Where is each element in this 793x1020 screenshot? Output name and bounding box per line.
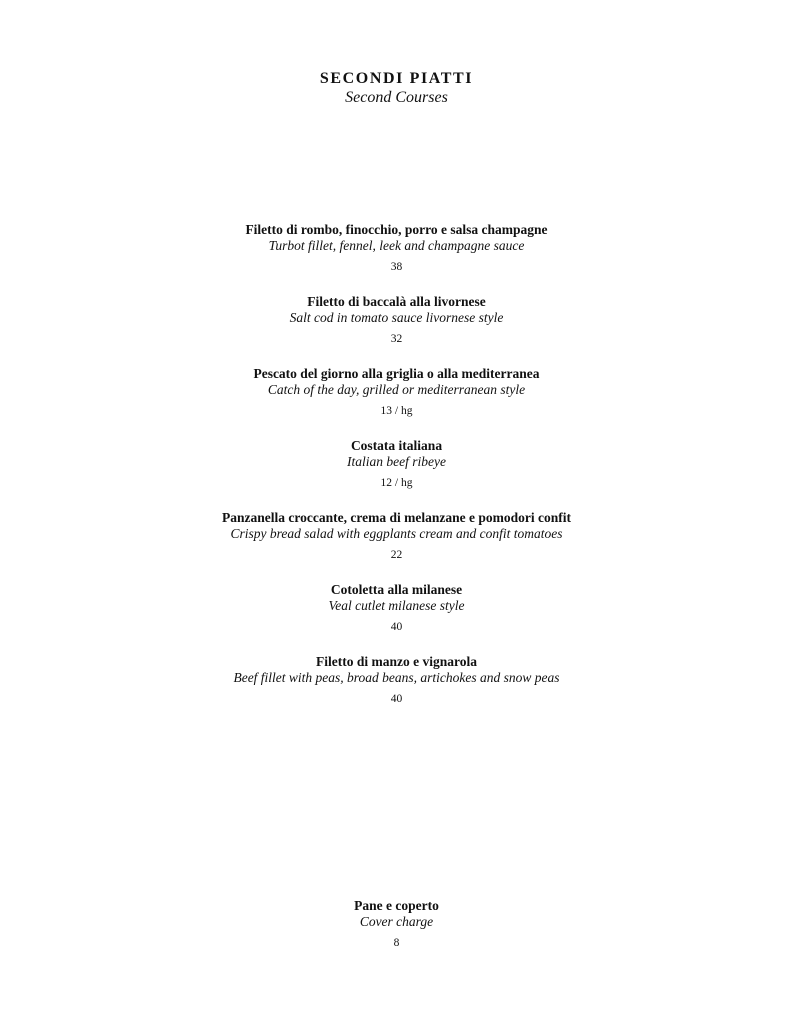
item-price: 22 [390, 549, 403, 561]
item-description: Turbot fillet, fennel, leek and champagne sauce [268, 238, 525, 253]
item-description: Italian beef ribeye [347, 454, 446, 469]
cover-description: Cover charge [359, 914, 434, 929]
item-name: Panzanella croccante, crema di melanzane e pomodori confit [222, 510, 571, 525]
menu-list [0, 220, 793, 724]
item-price: 12 / hg [380, 477, 413, 489]
menu-item [0, 580, 793, 652]
item-description: Beef fillet with peas, broad beans, artichokes and snow peas [233, 670, 560, 685]
item-price: 38 [390, 261, 403, 273]
item-price: 32 [390, 333, 403, 345]
item-description: Crispy bread salad with eggplants cream and confit tomatoes [230, 526, 563, 541]
item-description: Catch of the day, grilled or mediterranean style [267, 382, 526, 397]
cover-name: Pane e coperto [354, 898, 439, 913]
item-description: Veal cutlet milanese style [328, 598, 465, 613]
item-price: 40 [390, 693, 403, 705]
page-subtitle: Second Courses [345, 89, 448, 106]
item-name: Filetto di rombo, finocchio, porro e salsa champagne [245, 222, 548, 237]
cover-price: 8 [393, 937, 400, 949]
menu-header [0, 70, 793, 108]
menu-item [0, 364, 793, 436]
item-name: Cotoletta alla milanese [330, 582, 463, 597]
item-name: Costata italiana [350, 438, 443, 453]
item-description: Salt cod in tomato sauce livornese style [289, 310, 504, 325]
item-price: 40 [390, 621, 403, 633]
menu-item [0, 652, 793, 724]
page-title: SECONDI PIATTI [319, 70, 474, 87]
item-name: Pescato del giorno alla griglia o alla mediterranea [253, 366, 540, 381]
item-price: 13 / hg [380, 405, 413, 417]
item-name: Filetto di baccalà alla livornese [307, 294, 486, 309]
menu-item [0, 292, 793, 364]
cover-charge [0, 896, 793, 950]
menu-item [0, 508, 793, 580]
item-name: Filetto di manzo e vignarola [316, 654, 477, 669]
menu-item [0, 436, 793, 508]
menu-item [0, 220, 793, 292]
